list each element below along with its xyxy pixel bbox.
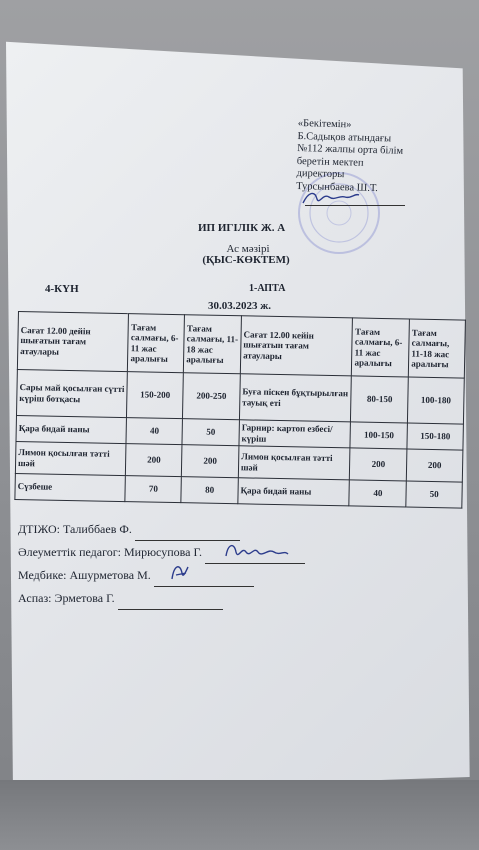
approval-line: Турсынбаева Ш.Т. [296,180,379,195]
header-cell: Сағат 12.00 кейін шығатын тағам атаулары [240,316,353,376]
menu-table [14,311,466,509]
director-signature [301,187,361,209]
menu-title: Ас мәзірі [226,243,270,255]
header-cell: Тағам салмағы, 11-18 жас аралығы [184,315,242,374]
staff-cook: Аспаз: Эрметова Г. [18,591,115,605]
approval-line: Б.Садықов атындағы [297,130,392,145]
header-cell: Тағам салмағы, 11-18 жас аралығы [409,319,466,378]
table-header-row [17,312,465,379]
day-label: 4-КҮН [45,283,79,295]
dish-cell: Сүзбеше [15,473,126,501]
header-cell: Тағам салмағы, 6-11 жас аралығы [352,318,410,377]
approval-line: «Бекітемін» [297,118,352,131]
weight-cell: 50 [182,419,239,446]
weight-cell: 200 [182,445,239,478]
header-cell: Тағам салмағы, 6-11 жас аралығы [128,314,185,373]
signature-line [118,609,223,610]
weight-cell: 150-200 [127,372,184,419]
dish-cell: Сары май қосылған сүтті күріш ботқасы [16,369,127,417]
company-name: ИП ИГІЛІК Ж. А [198,222,286,234]
pedagog-signature [222,538,292,564]
weight-cell: 40 [349,480,406,507]
week-label: 1-АПТА [249,283,286,294]
dish-cell: Лимон қосылған тәтті шәй [15,441,126,475]
background-surface [0,780,479,850]
menu-season: (ҚЫС-КӨКТЕМ) [202,254,290,266]
staff-row [18,587,305,610]
staff-pedagog: Әлеуметтік педагог: Мирюсупова Г. [18,545,203,559]
approval-block [296,118,468,198]
nurse-signature [168,561,192,583]
dish-cell: Қара бидай наны [16,415,127,443]
dish-cell: Буға піскен бұқтырылған тауық еті [239,374,351,422]
weight-cell: 80 [181,477,238,504]
weight-cell: 200 [350,448,407,481]
approval-line: директоры [296,168,345,181]
weight-cell: 150-180 [407,423,463,450]
dish-cell: Лимон қосылған тәтті шәй [238,446,350,480]
approval-line: №112 жалпы орта білім [297,143,404,157]
dish-cell: Қара бидай наны [238,478,350,506]
weight-cell: 100-150 [350,422,407,449]
staff-dtzho: ДТІЖО: Талиббаев Ф. [18,522,132,536]
header-cell: Сағат 12.00 дейін шығатын тағам атаулары [17,312,129,372]
dish-cell: Гарнир: картоп езбесі/ күріш [239,420,351,448]
staff-nurse: Медбике: Ашурметова М. [18,568,151,582]
weight-cell: 80-150 [351,376,409,423]
weight-cell: 200 [407,449,463,482]
weight-cell: 100-180 [408,377,465,424]
approval-line: беретін мектеп [296,155,364,169]
weight-cell: 70 [125,476,181,503]
date-label: 30.03.2023 ж. [208,300,271,312]
weight-cell: 200-250 [183,373,241,420]
staff-row [18,564,305,587]
staff-block [18,518,305,610]
weight-cell: 40 [126,418,182,445]
weight-cell: 200 [126,444,182,477]
weight-cell: 50 [406,481,462,508]
